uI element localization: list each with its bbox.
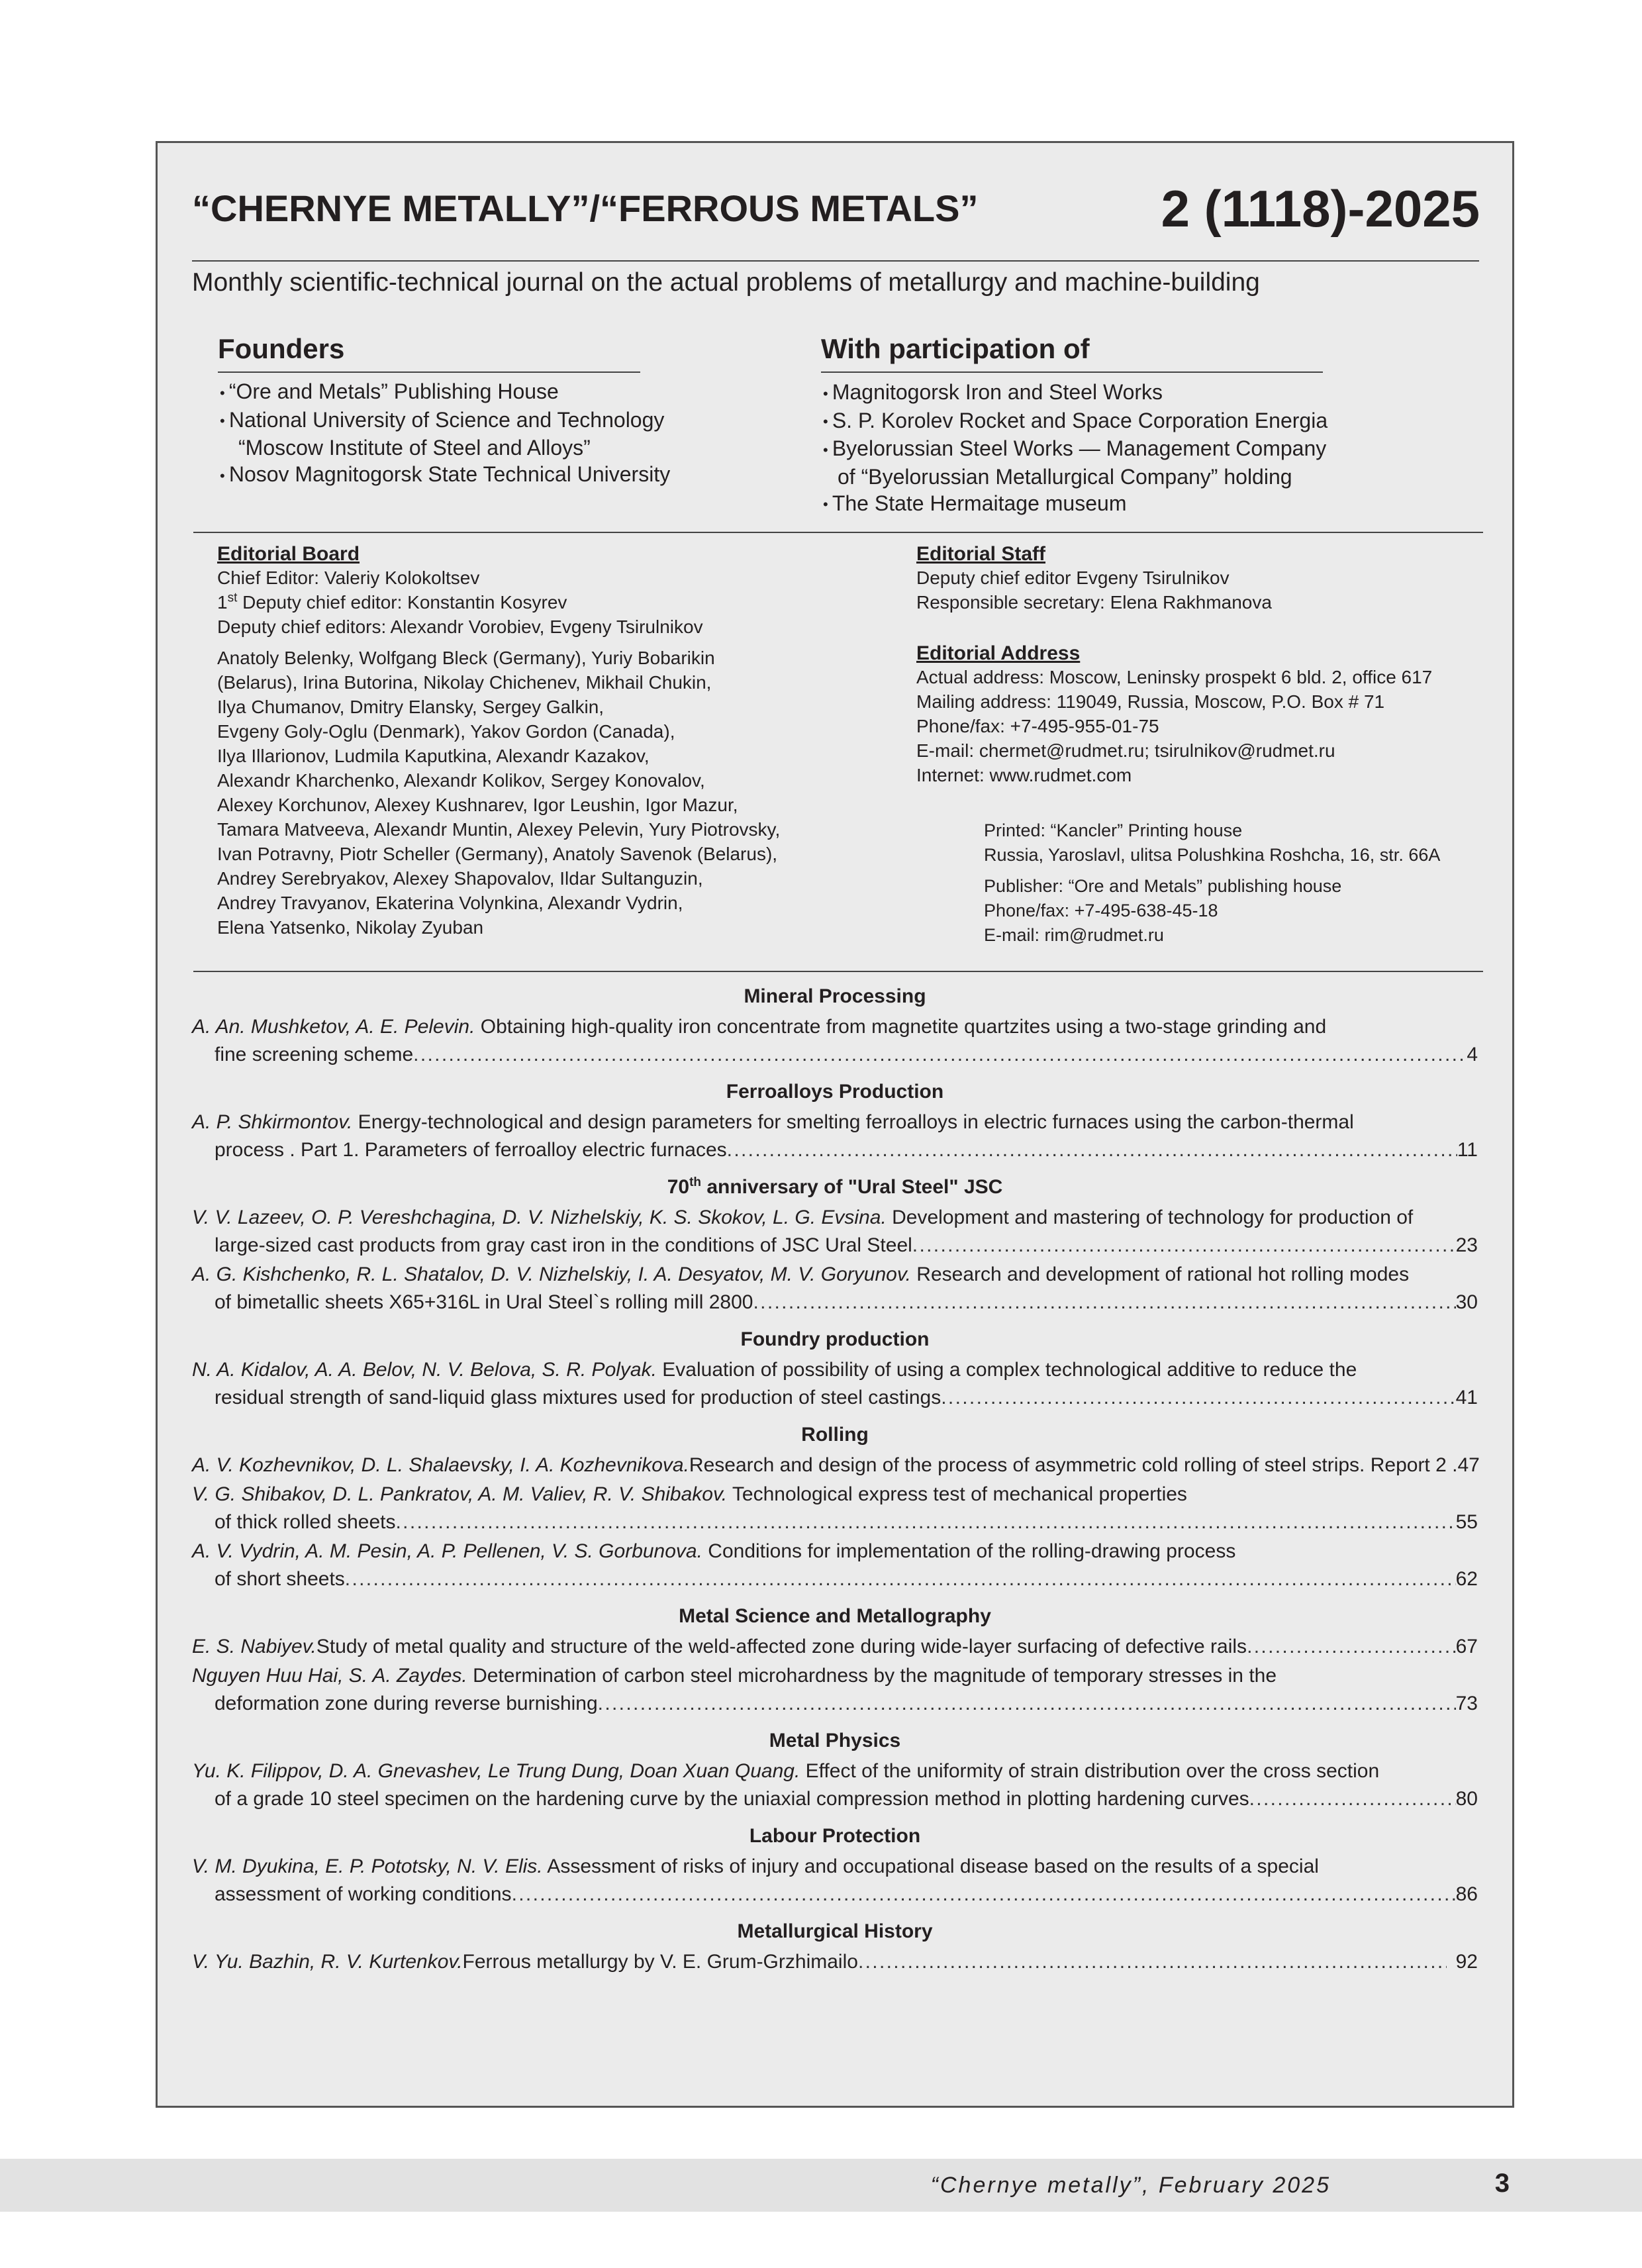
toc-article-title: Determination of carbon steel microhardness by the magnitude of temporary stresses in the bbox=[467, 1665, 1277, 1687]
participation-underline bbox=[821, 371, 1323, 373]
toc-authors: Nguyen Huu Hai, S. A. Zaydes. bbox=[192, 1665, 467, 1687]
publisher-line: Phone/fax: +7-495-638-45-18 bbox=[984, 901, 1218, 920]
toc-leader-dots bbox=[753, 1289, 1455, 1316]
toc-leader-dots bbox=[941, 1384, 1455, 1412]
toc-entry[interactable] bbox=[192, 1948, 1478, 1976]
chief-editor: Chief Editor: Valeriy Kolokoltsev bbox=[217, 567, 480, 588]
founder-item: • Nosov Magnitogorsk State Technical University bbox=[220, 461, 670, 489]
participant-item: • Byelorussian Steel Works — Management Company bbox=[823, 435, 1328, 464]
toc-page-number: 80 bbox=[1455, 1788, 1478, 1810]
toc-authors: A. V. Kozhevnikov, D. L. Shalaevsky, I. A. Kozhevnikova. bbox=[192, 1454, 689, 1476]
toc-section-title: Metal Physics bbox=[769, 1730, 901, 1751]
toc-article-title-cont: residual strength of sand-liquid glass mixtures used for production of steel castings bbox=[215, 1387, 942, 1408]
toc-article-title: Evaluation of possibility of using a complex technological additive to reduce the bbox=[656, 1359, 1357, 1381]
toc-entry[interactable] bbox=[192, 1261, 1478, 1316]
toc-authors: A. P. Shkirmontov. bbox=[192, 1111, 353, 1133]
toc-entry[interactable] bbox=[192, 1757, 1478, 1813]
printed-info bbox=[984, 818, 1440, 867]
toc-article-title: Research and design of the process of asymmetric cold rolling of steel strips. Report 2 . bbox=[689, 1454, 1458, 1476]
toc-article-title: Assessment of risks of injury and occupational disease based on the results of a special bbox=[542, 1855, 1319, 1877]
toc-section-title: Foundry production bbox=[740, 1328, 930, 1350]
toc-entry[interactable] bbox=[192, 1013, 1478, 1069]
board-members-line: Ilya Chumanov, Dmitry Elansky, Sergey Galkin, bbox=[217, 697, 604, 717]
deputy-editors: Deputy chief editors: Alexandr Vorobiev, Evgeny Tsirulnikov bbox=[217, 616, 703, 637]
toc-page-number: 23 bbox=[1455, 1234, 1478, 1256]
editorial-address bbox=[916, 642, 1432, 787]
table-of-contents bbox=[192, 973, 1478, 1977]
toc-leader-dots bbox=[512, 1881, 1456, 1908]
toc-page-number: 11 bbox=[1457, 1139, 1478, 1161]
address-line: Mailing address: 119049, Russia, Moscow, P.O. Box # 71 bbox=[916, 691, 1385, 712]
toc-section-title: Metal Science and Metallography bbox=[679, 1605, 991, 1627]
toc-article-title-cont: assessment of working conditions bbox=[215, 1883, 512, 1905]
board-members-line: Elena Yatsenko, Nikolay Zyuban bbox=[217, 917, 484, 938]
toc-article-title-cont: of bimetallic sheets X65+316L in Ural Steel`s rolling mill 2800 bbox=[215, 1291, 753, 1313]
staff-line: Responsible secretary: Elena Rakhmanova bbox=[916, 592, 1272, 613]
toc-article-title-cont: process . Part 1. Parameters of ferroalloy electric furnaces bbox=[215, 1139, 727, 1161]
toc-article-title-cont: large-sized cast products from gray cast iron in the conditions of JSC Ural Steel bbox=[215, 1234, 912, 1256]
toc-entry[interactable] bbox=[192, 1452, 1478, 1479]
toc-page-number: 62 bbox=[1455, 1568, 1478, 1590]
editorial-board-heading: Editorial Board bbox=[217, 543, 360, 565]
address-line: Internet: www.rudmet.com bbox=[916, 765, 1132, 785]
footer-page-number: 3 bbox=[1494, 2169, 1510, 2198]
toc-section-title: 70th anniversary of "Ural Steel" JSC bbox=[667, 1175, 1003, 1198]
toc-page-number: 73 bbox=[1455, 1693, 1478, 1714]
toc-entry[interactable] bbox=[192, 1356, 1478, 1412]
publisher-line: E-mail: rim@rudmet.ru bbox=[984, 925, 1164, 945]
address-line: Actual address: Moscow, Leninsky prospekt 6 bld. 2, office 617 bbox=[916, 667, 1433, 687]
toc-authors: N. A. Kidalov, A. A. Belov, N. V. Belova, S. R. Polyak. bbox=[192, 1359, 657, 1381]
address-line: Phone/fax: +7-495-955-01-75 bbox=[916, 716, 1159, 736]
toc-entry[interactable] bbox=[192, 1853, 1478, 1908]
toc-leader-dots bbox=[727, 1136, 1457, 1164]
toc-authors: E. S. Nabiyev. bbox=[192, 1636, 316, 1657]
toc-article-title: Obtaining high-quality iron concentrate from magnetite quartzites using a two-stage grinding and bbox=[475, 1016, 1327, 1038]
toc-page-number: 55 bbox=[1455, 1511, 1478, 1533]
journal-title: “CHERNYE METALLY”/“FERROUS METALS” bbox=[192, 187, 979, 229]
header-divider bbox=[192, 260, 1479, 262]
editorial-staff bbox=[916, 543, 1272, 615]
toc-section-title: Metallurgical History bbox=[737, 1920, 933, 1942]
toc-leader-dots bbox=[1249, 1785, 1456, 1813]
toc-leader-dots bbox=[345, 1565, 1456, 1593]
participant-item-continued: of “Byelorussian Metallurgical Company” holding bbox=[838, 464, 1292, 489]
toc-leader-dots bbox=[395, 1508, 1455, 1536]
toc-article-title-cont: deformation zone during reverse burnishing bbox=[215, 1693, 598, 1714]
address-line: E-mail: chermet@rudmet.ru; tsirulnikov@rudmet.ru bbox=[916, 740, 1335, 761]
board-members bbox=[217, 646, 780, 940]
toc-entry[interactable] bbox=[192, 1633, 1478, 1661]
footer-journal: “Chernye metally”, February 2025 bbox=[930, 2173, 1331, 2198]
toc-page-number: 92 bbox=[1455, 1951, 1478, 1973]
editorial-address-heading: Editorial Address bbox=[916, 642, 1081, 664]
board-members-line: Anatoly Belenky, Wolfgang Bleck (Germany), Yuriy Bobarikin bbox=[217, 648, 715, 668]
toc-section-title: Rolling bbox=[801, 1424, 869, 1446]
toc-article-title-cont: of thick rolled sheets bbox=[215, 1511, 396, 1533]
toc-entry[interactable] bbox=[192, 1662, 1478, 1718]
toc-article-title: Ferrous metallurgy by V. E. Grum-Grzhimailo bbox=[462, 1951, 858, 1973]
toc-entry[interactable] bbox=[192, 1109, 1478, 1164]
toc-article-title: Effect of the uniformity of strain distribution over the cross section bbox=[800, 1760, 1380, 1782]
toc-page-number: 86 bbox=[1455, 1883, 1478, 1905]
toc-entry[interactable] bbox=[192, 1481, 1478, 1536]
first-deputy-editor: 1st Deputy chief editor: Konstantin Kosyrev bbox=[217, 591, 567, 613]
toc-authors: A. An. Mushketov, A. E. Pelevin. bbox=[192, 1016, 475, 1038]
founder-item: • “Ore and Metals” Publishing House bbox=[220, 378, 670, 407]
toc-authors: Yu. K. Filippov, D. A. Gnevashev, Le Trung Dung, Doan Xuan Quang. bbox=[192, 1760, 800, 1782]
board-members-line: Alexey Korchunov, Alexey Kushnarev, Igor Leushin, Igor Mazur, bbox=[217, 795, 738, 815]
editorial-staff-heading: Editorial Staff bbox=[916, 543, 1046, 565]
toc-page-number: 41 bbox=[1455, 1387, 1478, 1408]
journal-subtitle: Monthly scientific-technical journal on the actual problems of metallurgy and machine-building bbox=[192, 268, 1260, 297]
toc-article-title: Energy-technological and design parameters for smelting ferroalloys in electric furnaces using the carbon-thermal bbox=[352, 1111, 1354, 1133]
toc-page-number: 47 bbox=[1457, 1454, 1480, 1476]
board-members-line: Alexandr Kharchenko, Alexandr Kolikov, Sergey Konovalov, bbox=[217, 770, 705, 791]
board-members-line: Andrey Travyanov, Ekaterina Volynkina, Alexandr Vydrin, bbox=[217, 893, 683, 913]
publisher-info bbox=[984, 874, 1341, 948]
toc-authors: V. M. Dyukina, E. P. Pototsky, N. V. Elis. bbox=[192, 1855, 543, 1877]
toc-article-title: Study of metal quality and structure of the weld-affected zone during wide-layer surfacing of defective rails bbox=[316, 1636, 1247, 1657]
section-divider bbox=[193, 532, 1483, 533]
participation-heading: With participation of bbox=[821, 333, 1090, 364]
toc-article-title: Development and mastering of technology for production of bbox=[886, 1207, 1414, 1228]
founders-list bbox=[220, 378, 670, 489]
board-members-line: Ivan Potravny, Piotr Scheller (Germany), Anatoly Savenok (Belarus), bbox=[217, 844, 778, 864]
toc-entry[interactable] bbox=[192, 1538, 1478, 1593]
toc-article-title: Conditions for implementation of the rolling-drawing process bbox=[702, 1540, 1236, 1562]
toc-page-number: 30 bbox=[1455, 1291, 1478, 1313]
footer-bar bbox=[0, 2159, 1642, 2212]
participant-item: • The State Hermaitage museum bbox=[823, 490, 1328, 518]
toc-authors: V. G. Shibakov, D. L. Pankratov, A. M. Valiev, R. V. Shibakov. bbox=[192, 1483, 728, 1505]
toc-article-title: Technological express test of mechanical properties bbox=[727, 1483, 1187, 1505]
toc-authors: V. Yu. Bazhin, R. V. Kurtenkov. bbox=[192, 1951, 463, 1973]
issue-number: 2 (1118)-2025 bbox=[1161, 179, 1480, 238]
toc-leader-dots bbox=[858, 1948, 1447, 1976]
editorial-board bbox=[217, 543, 780, 940]
toc-leader-dots bbox=[598, 1690, 1456, 1718]
toc-article-title-cont: fine screening scheme bbox=[215, 1044, 414, 1065]
printed-line: Russia, Yaroslavl, ulitsa Polushkina Roshcha, 16, str. 66A bbox=[984, 845, 1441, 865]
participant-item: • Magnitogorsk Iron and Steel Works bbox=[823, 379, 1328, 407]
toc-leader-dots bbox=[912, 1232, 1456, 1259]
board-members-line: Ilya Illarionov, Ludmila Kaputkina, Alexandr Kazakov, bbox=[217, 746, 650, 766]
board-members-line: (Belarus), Irina Butorina, Nikolay Chichenev, Mikhail Chukin, bbox=[217, 672, 712, 693]
toc-article-title: Research and development of rational hot rolling modes bbox=[910, 1263, 1410, 1285]
participation-list bbox=[823, 379, 1328, 518]
toc-leader-dots bbox=[413, 1041, 1467, 1069]
board-members-line: Andrey Serebryakov, Alexey Shapovalov, Ildar Sultanguzin, bbox=[217, 868, 703, 889]
toc-section-title: Mineral Processing bbox=[744, 985, 926, 1007]
toc-section-title: Ferroalloys Production bbox=[726, 1081, 944, 1103]
staff-line: Deputy chief editor Evgeny Tsirulnikov bbox=[916, 567, 1230, 588]
board-members-line: Tamara Matveeva, Alexandr Muntin, Alexey Pelevin, Yury Piotrovsky, bbox=[217, 819, 781, 840]
founders-heading: Founders bbox=[218, 333, 345, 364]
toc-page-number: 67 bbox=[1455, 1636, 1478, 1657]
founder-item-continued: “Moscow Institute of Steel and Alloys” bbox=[238, 436, 591, 460]
toc-page-number: 4 bbox=[1467, 1044, 1478, 1065]
toc-article-title-cont: of a grade 10 steel specimen on the hardening curve by the uniaxial compression method in plotting hardening curves bbox=[215, 1788, 1249, 1810]
founders-underline bbox=[218, 371, 640, 373]
founder-item: • National University of Science and Technology bbox=[220, 407, 670, 435]
toc-divider bbox=[193, 971, 1483, 972]
toc-article-title-cont: of short sheets bbox=[215, 1568, 345, 1590]
toc-authors: V. V. Lazeev, O. P. Vereshchagina, D. V. Nizhelskiy, K. S. Skokov, L. G. Evsina. bbox=[192, 1207, 887, 1228]
publisher-line: Publisher: “Ore and Metals” publishing house bbox=[984, 876, 1342, 896]
participant-item: • S. P. Korolev Rocket and Space Corporation Energia bbox=[823, 407, 1328, 436]
toc-authors: A. V. Vydrin, A. M. Pesin, A. P. Pellenen, V. S. Gorbunova. bbox=[192, 1540, 702, 1562]
toc-entry[interactable] bbox=[192, 1204, 1478, 1259]
board-members-line: Evgeny Goly-Oglu (Denmark), Yakov Gordon (Canada), bbox=[217, 721, 675, 742]
toc-leader-dots bbox=[1247, 1633, 1456, 1661]
toc-authors: A. G. Kishchenko, R. L. Shatalov, D. V. Nizhelskiy, I. A. Desyatov, M. V. Goryunov. bbox=[192, 1263, 911, 1285]
toc-section-title: Labour Protection bbox=[749, 1825, 921, 1847]
printed-line: Printed: “Kancler” Printing house bbox=[984, 820, 1243, 840]
